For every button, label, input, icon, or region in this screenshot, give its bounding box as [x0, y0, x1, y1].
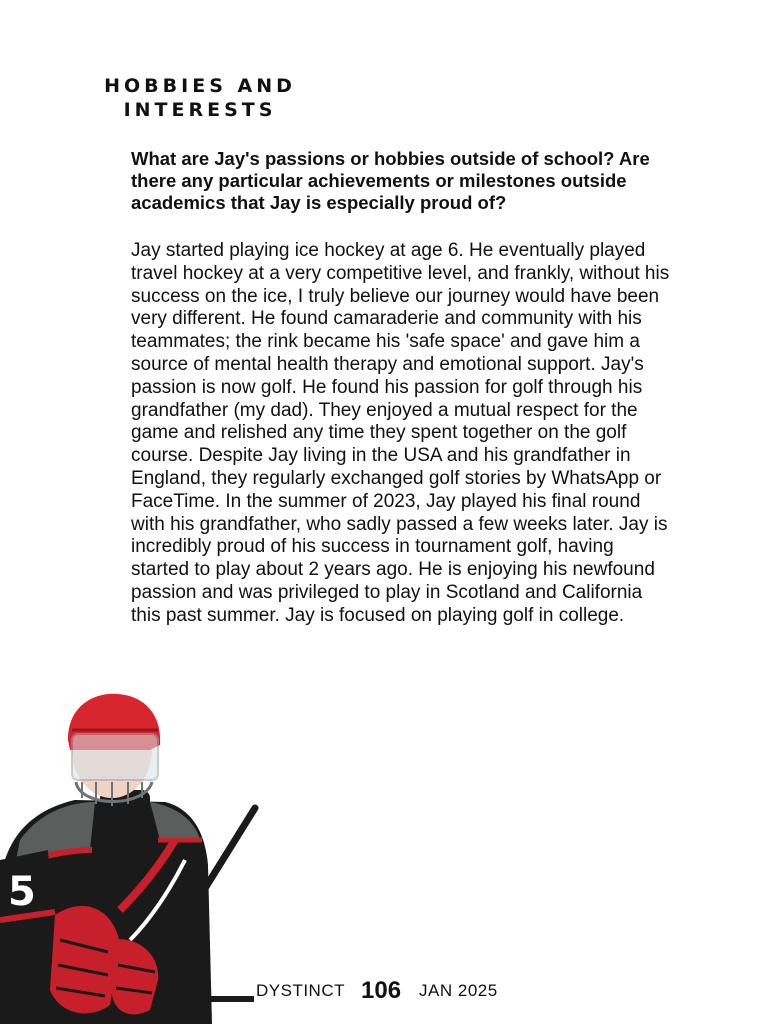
interview-answer: Jay started playing ice hockey at age 6. He eventually played travel hockey at a very competitive level, and frankly, without his success on the ice, I truly believe our journey would have been very different. He found camaraderie and community with his teammates; the rink became his 'safe space' and gave him a source of mental health therapy and emotional support. Jay's passion is now golf. He found his passion for golf through his grandfather (my dad). They enjoyed a mutual respect for the game and relished any time they spent together on the golf course. Despite Jay living in the USA and his grandfather in England, they regularly exchanged golf stories by WhatsApp or FaceTime. In the summer of 2023, Jay played his final round with his grandfather, who sadly passed a few weeks later. Jay is incredibly proud of his success in tournament golf, having started to play about 2 years ago. He is enjoying his newfound passion and was privileged to play in Scotland and California this past summer. Jay is focused on playing golf in college. [131, 240, 670, 626]
section-heading [100, 74, 300, 122]
section-heading-line-2: INTERESTS [123, 99, 277, 121]
hockey-helmet [68, 694, 160, 806]
hockey-player-photo [0, 690, 260, 1024]
interview-question: What are Jay's passions or hobbies outside of school? Are there any particular achievements or milestones outside academics that Jay is especially proud of? [131, 148, 650, 213]
page-footer [256, 976, 498, 1006]
section-heading-line-1: HOBBIES AND [104, 75, 296, 97]
page-number: 106 [361, 977, 402, 1004]
issue-date: JAN 2025 [419, 981, 498, 1000]
magazine-brand: DYSTINCT [256, 981, 345, 1000]
jersey-number: 5 [8, 869, 36, 915]
